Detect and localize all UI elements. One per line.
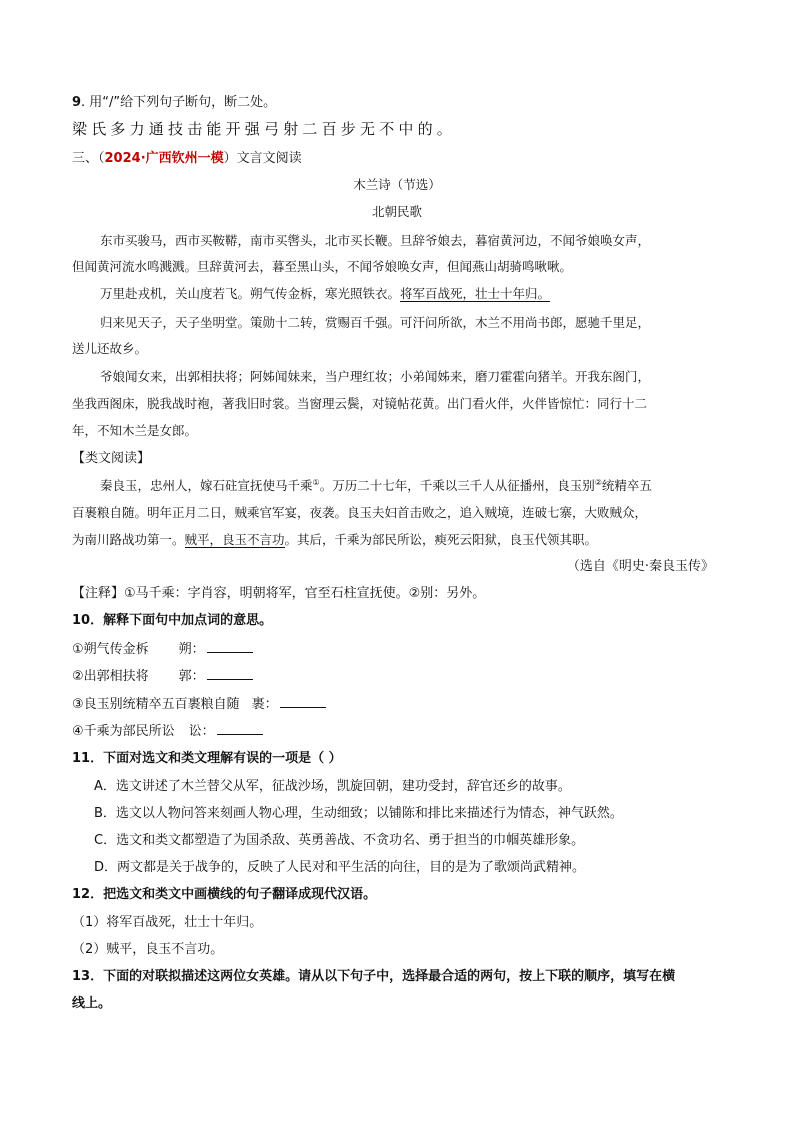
q10-item-3-sentence: ③良玉别统精卒五百裹粮自随 <box>72 697 240 712</box>
footnote-ref-1: ① <box>312 477 320 487</box>
q13-stem-line-1: 13．下面的对联拟描述这两位女英雄。请从以下句子中，选择最合适的两句，按上下联的顺序，填写在横 <box>72 969 676 984</box>
q9-stem-text: . 用“/”给下列句子断句，断二处。 <box>81 95 277 110</box>
q9-sentence: 梁氏多力通技击能开强弓射二百步无不中的。 <box>72 120 457 138</box>
q11-option-b[interactable]: B．选文以人物问答来刻画人物心理，生动细致；以铺陈和排比来描述行为情态，神气跃然。 <box>94 806 623 821</box>
poem-line-3-text: 万里赴戎机，关山度若飞。朔气传金柝，寒光照铁衣。 <box>100 286 401 301</box>
q9-number: 9 <box>72 95 82 110</box>
q10-item-3 <box>72 695 326 714</box>
q11-option-c[interactable]: C．选文和类文都塑造了为国杀敌、英勇善战、不贪功名、勇于担当的巾帼英雄形象。 <box>94 833 585 848</box>
q10-item-2 <box>72 667 253 686</box>
section-3-source: 2024·广西钦州一模 <box>104 151 224 166</box>
q12-stem: 12．把选文和类文中画横线的句子翻译成现代汉语。 <box>72 887 377 902</box>
poem-title: 木兰诗（节选） <box>353 177 441 192</box>
poem-line-7: 坐我西阁床，脱我战时袍，著我旧时裳。当窗理云鬓，对镜帖花黄。出门看火伴，火伴皆惊忙：同行十二 <box>72 396 648 411</box>
poem-line-3 <box>100 285 550 303</box>
q10-item-3-word: 裹： <box>251 697 278 712</box>
q10-item-4 <box>72 722 263 741</box>
lei-source: （选自《明史·秦良玉传》 <box>566 559 714 574</box>
q13-stem-line-2: 线上。 <box>72 996 112 1011</box>
lei-line-1 <box>100 477 652 495</box>
q10-item-4-sentence: ④千乘为部民所讼 <box>72 724 175 739</box>
q10-item-1-word: 朔： <box>178 642 205 657</box>
q12-item-1: （1）将军百战死，壮士十年归。 <box>72 915 263 930</box>
lei-line-2: 百裹粮自随。明年正月二日，贼乘官军宴，夜袭。良玉夫妇首击败之，追入贼境，连破七寨，大败贼众， <box>72 505 648 520</box>
lei-line-3 <box>72 531 597 549</box>
q10-item-1 <box>72 640 253 659</box>
answer-blank[interactable] <box>217 722 263 735</box>
q11-stem: 11．下面对选文和类文理解有误的一项是（ ） <box>72 751 342 766</box>
poem-line-2: 但闻黄河流水鸣溅溅。旦辞黄河去，暮至黑山头，不闻爷娘唤女声，但闻燕山胡骑鸣啾啾。 <box>72 259 573 274</box>
poem-line-5: 送儿还故乡。 <box>72 341 148 356</box>
section-3-prefix: 三、（ <box>72 151 105 166</box>
lei-line-1-a: 秦良玉，忠州人，嫁石砫宣抚使马千乘 <box>100 478 313 493</box>
answer-blank[interactable] <box>207 667 253 680</box>
footnote-ref-2: ② <box>594 477 602 487</box>
q12-item-2: （2）贼平，良玉不言功。 <box>72 942 224 957</box>
q11-option-d[interactable]: D．两文都是关于战争的，反映了人民对和平生活的向往，目的是为了歌颂尚武精神。 <box>94 860 586 875</box>
lei-line-1-c: 统精卒五 <box>601 478 652 493</box>
q10-item-1-sentence: ①朔气传金柝 <box>72 642 149 657</box>
q9-stem <box>72 94 276 112</box>
poem-line-8: 年，不知木兰是女郎。 <box>72 423 198 438</box>
section-3-heading <box>72 150 302 168</box>
lei-line-3-b: 。其后，千乘为部民所讼，瘐死云阳狱，良玉代领其职。 <box>284 532 598 547</box>
note: 【注释】①马千乘：字肖容，明朝将军，官至石柱宣抚使。②别：另外。 <box>72 586 486 601</box>
section-3-suffix: ）文言文阅读 <box>223 151 302 166</box>
poem-line-6: 爷娘闻女来，出郭相扶将；阿姊闻妹来，当户理红妆；小弟闻姊来，磨刀霍霍向猪羊。开我东阁门， <box>100 369 651 384</box>
q11-option-a[interactable]: A．选文讲述了木兰替父从军，征战沙场，凯旋回朝，建功受封，辞官还乡的故事。 <box>94 779 571 794</box>
q10-item-2-sentence: ②出郭相扶将 <box>72 669 149 684</box>
answer-blank[interactable] <box>280 695 326 708</box>
poem-author: 北朝民歌 <box>371 204 422 219</box>
lei-heading: 【类文阅读】 <box>72 451 151 466</box>
q10-item-2-word: 郭： <box>178 669 205 684</box>
poem-line-4: 归来见天子，天子坐明堂。策勋十二转，赏赐百千强。可汗问所欲，木兰不用尚书郎，愿驰千里足， <box>100 315 651 330</box>
lei-line-1-b: 。万历二十七年，千乘以三千人从征播州，良玉别 <box>319 478 595 493</box>
q10-stem: 10．解释下面句中加点词的意思。 <box>72 613 273 628</box>
lei-underlined-sentence: 贼平，良玉不言功 <box>184 532 285 547</box>
poem-line-1: 东市买骏马，西市买鞍鞯，南市买辔头，北市买长鞭。旦辞爷娘去，暮宿黄河边，不闻爷娘唤女声， <box>100 233 651 248</box>
lei-line-3-a: 为南川路战功第一。 <box>72 532 185 547</box>
poem-underlined-sentence: 将军百战死，壮士十年归。 <box>400 286 551 301</box>
answer-blank[interactable] <box>207 640 253 653</box>
q10-item-4-word: 讼： <box>188 724 215 739</box>
